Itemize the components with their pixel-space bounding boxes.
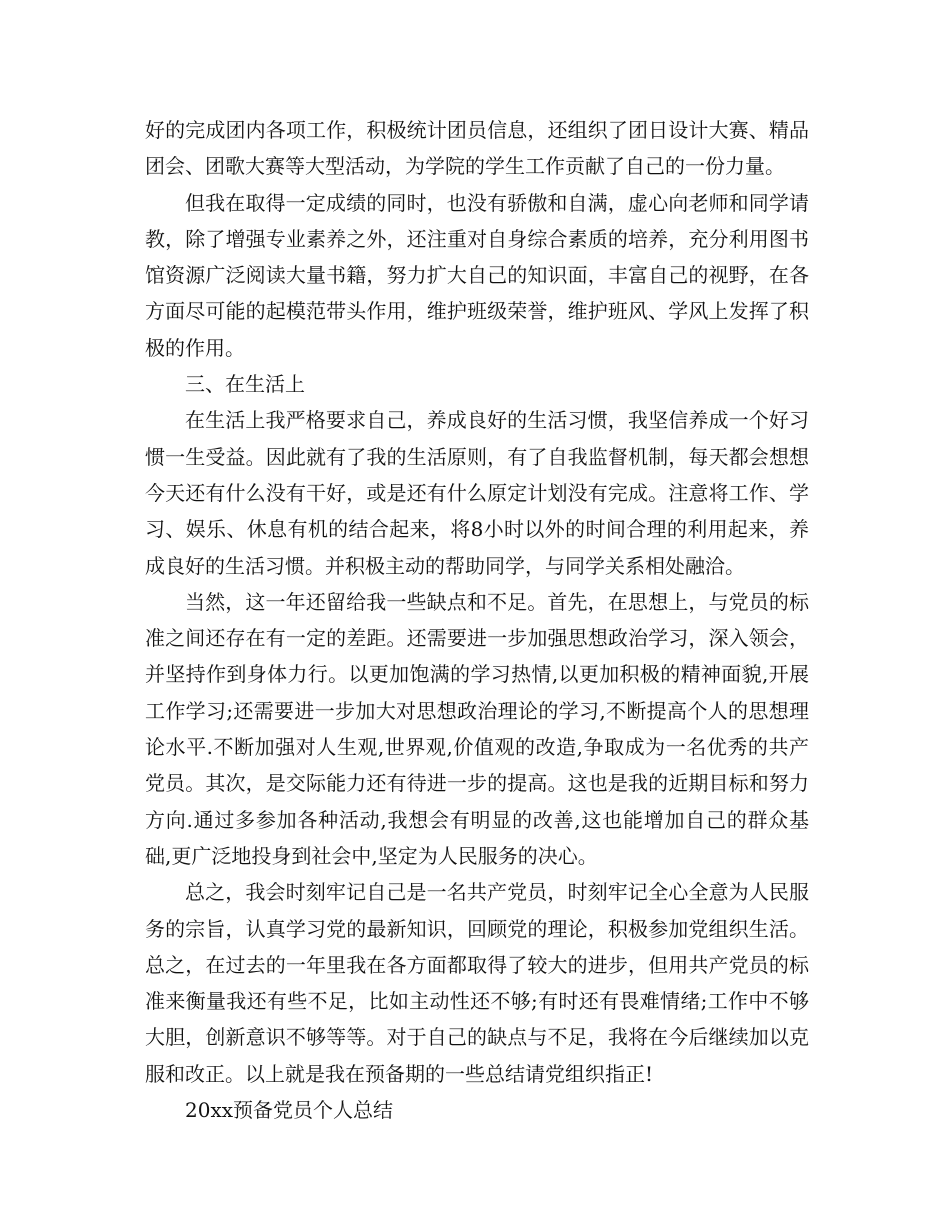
paragraph-conclusion: 总之，我会时刻牢记自己是一名共产党员，时刻牢记全心全意为人民服务的宗旨，认真学习党的最新知识，回顾党的理论，积极参加党组织生活。总之，在过去的一年里我在各方面都取得了较大的进步，但用共产党员的标准来衡量我还有些不足，比如主动性还不够;有时还有畏难情绪;工作中不够大胆，创新意识不够等等。对于自己的缺点与不足，我将在今后继续加以克服和改正。以上就是我在预备期的一些总结请党组织指正!	[145, 880, 809, 1086]
paragraph-continued: 好的完成团内各项工作，积极统计团员信息，还组织了团日设计大赛、精品团会、团歌大赛等大型活动，为学院的学生工作贡献了自己的一份力量。	[145, 118, 809, 179]
paragraph-self-improvement: 但我在取得一定成绩的同时，也没有骄傲和自满，虚心向老师和同学请教，除了增强专业素养之外，还注重对自身综合素质的培养，充分利用图书馆资源广泛阅读大量书籍，努力扩大自己的知识面，丰富自己的视野，在各方面尽可能的起模范带头作用，维护班级荣誉，维护班风、学风上发挥了积极的作用。	[145, 190, 809, 360]
paragraph-life: 在生活上我严格要求自己，养成良好的生活习惯，我坚信养成一个好习惯一生受益。因此就有了我的生活原则，有了自我监督机制，每天都会想想今天还有什么没有干好，或是还有什么原定计划没有完成。注意将工作、学习、娱乐、休息有机的结合起来，将8小时以外的时间合理的利用起来，养成良好的生活习惯。并积极主动的帮助同学，与同学关系相处融洽。	[145, 408, 809, 578]
section-heading-life: 三、在生活上	[185, 372, 305, 397]
next-title: 20xx预备党员个人总结	[185, 1098, 394, 1123]
paragraph-shortcomings: 当然，这一年还留给我一些缺点和不足。首先，在思想上，与党员的标准之间还存在有一定的差距。还需要进一步加强思想政治学习，深入领会，并坚持作到身体力行。以更加饱满的学习热情,以更加积极的精神面貌,开展工作学习;还需要进一步加大对思想政治理论的学习,不断提高个人的思想理论水平.不断加强对人生观,世界观,价值观的改造,争取成为一名优秀的共产党员。其次，是交际能力还有待进一步的提高。这也是我的近期目标和努力方向.通过多参加各种活动,我想会有明显的改善,这也能增加自己的群众基础,更广泛地投身到社会中,坚定为人民服务的决心。	[145, 589, 809, 868]
document-page	[145, 112, 809, 1128]
